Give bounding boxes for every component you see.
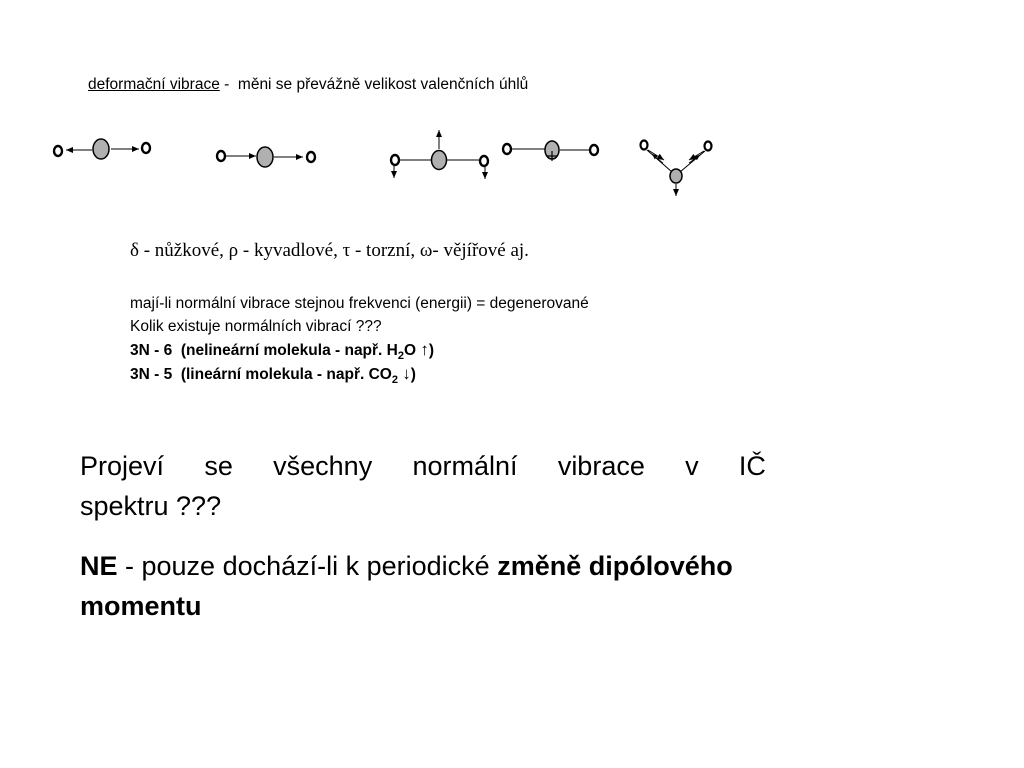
down-arrow-icon: ↓	[402, 364, 411, 383]
oxygen-atom	[641, 141, 648, 150]
carbon-atom	[257, 147, 273, 167]
heading-term: deformační vibrace	[88, 76, 220, 93]
oxygen-atom	[480, 156, 488, 166]
question-line-2: spektru ???	[80, 491, 222, 521]
count-question-line: Kolik existuje normálních vibrací ???	[130, 318, 382, 335]
oxygen-atom	[503, 144, 511, 154]
linear-rule-suffix: )	[410, 366, 416, 383]
answer-ne: NE	[80, 551, 118, 581]
nonlinear-rule-line	[130, 338, 589, 362]
question-line-1	[80, 446, 766, 486]
question-word: v	[685, 451, 699, 481]
question-word: se	[204, 451, 233, 481]
answer-emphasis: změně dipólového momentu	[80, 551, 733, 621]
diagram-out-of-plane	[503, 141, 598, 161]
oxygen-atom	[705, 142, 712, 151]
question-word: normální	[412, 451, 518, 481]
answer-middle: - pouze dochází-li k periodické	[117, 551, 498, 581]
nonlinear-rule-mid: O	[404, 342, 421, 359]
degenerate-line: mají-li normální vibrace stejnou frekvenci (energii) = degenerované	[130, 295, 589, 312]
oxygen-atom	[54, 146, 62, 156]
diagram-asymmetric-stretch	[54, 139, 150, 159]
question-word: všechny	[273, 451, 373, 481]
linear-rule-text: 3N - 5 (lineární molekula - např. CO	[130, 366, 392, 383]
up-arrow-icon: ↑	[420, 340, 429, 359]
answer-paragraph	[80, 546, 780, 626]
heading-separator: -	[219, 76, 238, 93]
diagram-stretch-right	[217, 147, 315, 167]
diagram-scissoring	[641, 141, 712, 197]
oxygen-atom	[391, 155, 399, 165]
carbon-atom	[93, 139, 109, 159]
info-block	[130, 292, 589, 386]
oxygen-atom	[142, 143, 150, 153]
oxygen-atom	[590, 145, 598, 155]
subscript: 2	[391, 374, 398, 386]
vibration-types-line: δ - nůžkové, ρ - kyvadlové, τ - torzní, ω- vějířové aj.	[130, 240, 529, 261]
question-word: IČ	[738, 451, 766, 481]
heading-description: měni se převážně velikost valenčních úhlů	[237, 76, 529, 93]
diagram-bending	[391, 130, 488, 179]
oxygen-atom	[307, 152, 315, 162]
nonlinear-rule-suffix: )	[428, 342, 435, 359]
carbon-atom	[670, 169, 682, 183]
question-word: vibrace	[557, 451, 645, 481]
subscript: 2	[397, 350, 404, 362]
oxygen-atom	[217, 151, 225, 161]
question-paragraph	[80, 446, 766, 526]
carbon-atom	[432, 151, 447, 170]
question-word: Projeví	[80, 451, 165, 481]
linear-rule-line	[130, 362, 589, 386]
nonlinear-rule-text: 3N - 6 (nelineární molekula - např. H	[130, 342, 398, 359]
